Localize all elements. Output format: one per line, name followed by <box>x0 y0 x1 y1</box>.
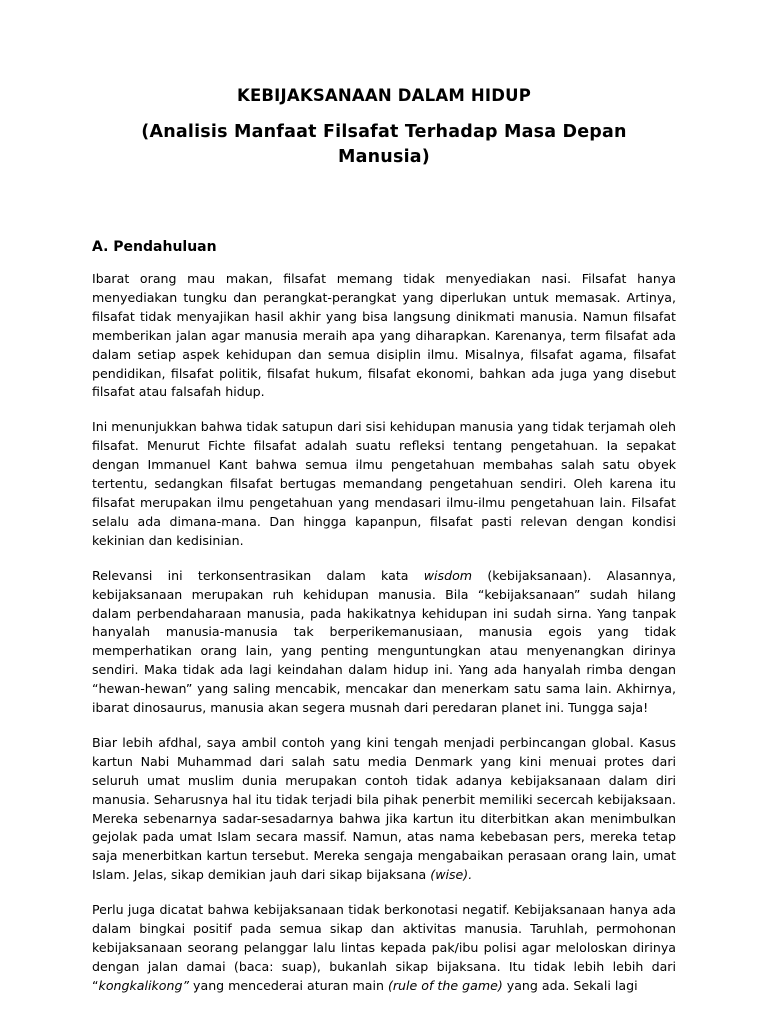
paragraph-5-text-c: yang ada. Sekali lagi <box>502 977 638 993</box>
paragraph-5-italic-rule-of-the-game: (rule of the game) <box>387 977 503 993</box>
paragraph-5-italic-kongkalikong: kongkalikong” <box>98 977 190 993</box>
paragraph-2: Ini menunjukkan bahwa tidak satupun dari sisi kehidupan manusia yang tidak terjamah oleh filsafat. Menurut Fichte filsafat adalah suatu refleksi tentang pengetahuan. Ia sepakat dengan Immanuel Kant bahwa semua ilmu pengetahuan membahas salah satu obyek tertentu, sedangkan filsafat bertugas memandang pengetahuan sendiri. Oleh karena itu filsafat merupakan ilmu pengetahuan yang mendasari ilmu-ilmu pengetahuan lain. Filsafat selalu ada dimana-mana. Dan hingga kapanpun, filsafat pasti relevan dengan kondisi kekinian dan kedisinian. <box>92 419 676 548</box>
paragraph-4 <box>92 734 676 885</box>
paragraph-5 <box>92 901 676 996</box>
paragraph-3-text-b: (kebijaksanaan). Alasannya, kebijaksanaan merupakan ruh kehidupan manusia. Bila “kebijaksanaan” sudah hilang dalam perbendaharaan manusia, pada hakikatnya kehidupan ini sudah sirna. Yang tanpak hanyalah manusia-manusia tak berperikemanusiaan, manusia egois yang tidak memperhatikan orang lain, yang penting menguntungkan atau menyenangkan dirinya sendiri. Maka tidak ada lagi keindahan dalam hidup ini. Yang ada hanyalah rimba dengan “hewan-hewan” yang saling mencabik, mencakar dan menerkam satu sama lain. Akhirnya, ibarat dinosaurus, manusia akan segera musnah dari peredaran planet ini. Tungga saja! <box>92 567 676 716</box>
paragraph-3-italic-wisdom: wisdom <box>423 567 473 583</box>
paragraph-1: Ibarat orang mau makan, filsafat memang tidak menyediakan nasi. Filsafat hanya menyediakan tungku dan perangkat-perangkat yang diperlukan untuk memasak. Artinya, filsafat tidak menyajikan hasil akhir yang bisa langsung dinikmati manusia. Namun filsafat memberikan jalan agar manusia meraih apa yang diharapkan. Karenanya, term filsafat ada dalam setiap aspek kehidupan dan semua disiplin ilmu. Misalnya, filsafat agama, filsafat pendidikan, filsafat politik, filsafat hukum, filsafat ekonomi, bahkan ada juga yang disebut filsafat atau falsafah hidup. <box>92 271 676 400</box>
paragraph-3-text-a: Relevansi ini terkonsentrasikan dalam kata <box>92 567 424 583</box>
paragraph-3 <box>92 567 676 718</box>
paragraph-4-italic-wise: (wise). <box>430 867 473 883</box>
document-subtitle: (Analisis Manfaat Filsafat Terhadap Masa Depan Manusia) <box>141 122 627 167</box>
document-title: KEBIJAKSANAAN DALAM HIDUP <box>236 86 532 105</box>
document-body <box>92 270 676 1012</box>
paragraph-5-text-b: yang mencederai aturan main <box>189 977 388 993</box>
paragraph-5-text-a: Perlu juga dicatat bahwa kebijaksanaan tidak berkonotasi negatif. Kebijaksanaan hanya ada dalam bingkai positif pada semua sikap dan aktivitas manusia. Taruhlah, permohonan kebijaksanaan seorang pelanggar lalu lintas kepada pak/ibu polisi agar meloloskan dirinya dengan jalan damai (baca: suap), bukanlah sikap bijaksana. Itu tidak lebih lebih dari “ <box>92 902 676 993</box>
paragraph-4-text-a: Biar lebih afdhal, saya ambil contoh yang kini tengah menjadi perbincangan global. Kasus kartun Nabi Muhammad dari salah satu media Denmark yang kini menuai protes dari seluruh umat muslim dunia merupakan contoh tidak adanya kebijaksanaan dalam diri manusia. Seharusnya hal itu tidak terjadi bila pihak penerbit memiliki secercah kebijaksaan. Mereka sebenarnya sadar-sesadarnya bahwa jika kartun itu diterbitkan akan menimbulkan gejolak pada umat Islam secara massif. Namun, atas nama kebebasan pers, mereka tetap saja menerbitkan kartun tersebut. Mereka sengaja mengabaikan perasaan orang lain, umat Islam. Jelas, sikap demikian jauh dari sikap bijaksana <box>92 734 676 883</box>
section-heading: A. Pendahuluan <box>92 239 217 255</box>
